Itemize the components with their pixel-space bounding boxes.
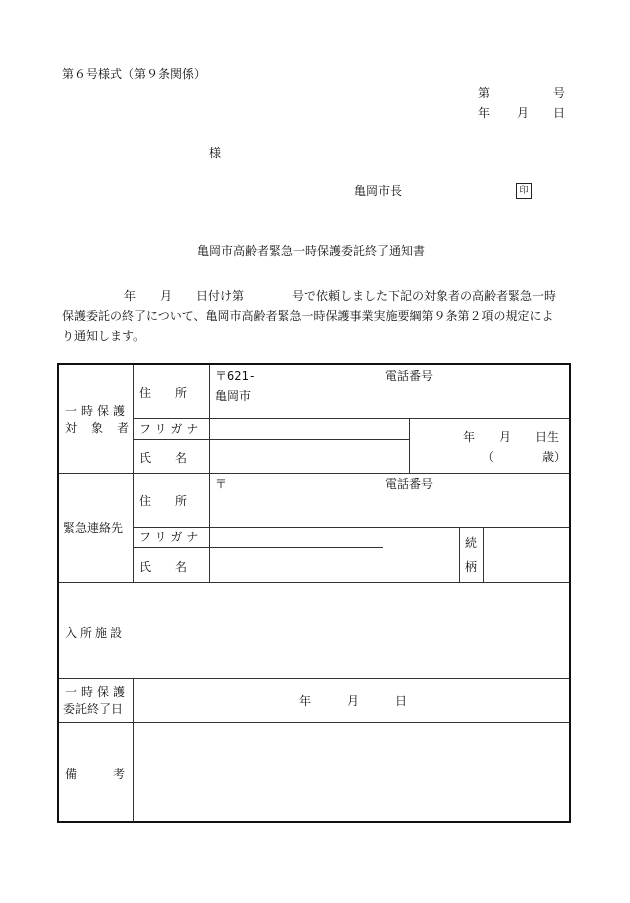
end-date-label-1: 一時保護 bbox=[65, 685, 130, 699]
target-city: 亀岡市 bbox=[215, 389, 252, 403]
target-postal: 〒621- bbox=[215, 369, 256, 383]
date-month: 月 bbox=[517, 106, 530, 120]
date-day: 日 bbox=[553, 106, 566, 120]
issuer-name: 亀岡市長 bbox=[354, 184, 403, 198]
relation-label-2: 柄 bbox=[465, 560, 478, 574]
target-phone-label: 電話番号 bbox=[385, 369, 434, 383]
doc-number-dai: 第 bbox=[478, 86, 491, 100]
target-name-label: 氏 名 bbox=[139, 451, 188, 465]
end-date-label-2: 委託終了日 bbox=[63, 702, 124, 716]
emergency-contact-label: 緊急連絡先 bbox=[63, 521, 124, 535]
body-line-2: 保護委託の終了について、亀岡市高齢者緊急一時保護事業実施要綱第９条第２項の規定によ bbox=[62, 309, 554, 323]
body-line-3: り通知します。 bbox=[62, 329, 146, 343]
notice-table bbox=[57, 363, 571, 823]
end-date-value: 年 月 日 bbox=[299, 694, 408, 708]
form-id: 第６号様式（第９条関係） bbox=[62, 67, 207, 81]
contact-postal: 〒 bbox=[215, 477, 228, 491]
date-year: 年 bbox=[478, 106, 491, 120]
contact-furigana-label: フリガナ bbox=[139, 530, 203, 544]
contact-address-label: 住 所 bbox=[139, 494, 188, 508]
document-title: 亀岡市高齢者緊急一時保護委託終了通知書 bbox=[197, 244, 426, 258]
facility-label: 入所施設 bbox=[65, 626, 126, 640]
target-address-label: 住 所 bbox=[139, 386, 188, 400]
contact-phone-label: 電話番号 bbox=[385, 477, 434, 491]
target-person-label-2: 対象者 bbox=[65, 421, 144, 435]
body-paragraph bbox=[62, 286, 574, 346]
relation-label-1: 続 bbox=[465, 536, 478, 550]
target-person-label-1: 一時保護 bbox=[65, 404, 130, 418]
target-birth-date: 年 月 日生 bbox=[463, 430, 560, 444]
remarks-label: 備 考 bbox=[65, 767, 126, 781]
seal-mark: 印 bbox=[516, 183, 532, 199]
target-furigana-label: フリガナ bbox=[139, 422, 203, 436]
doc-number-go: 号 bbox=[553, 86, 566, 100]
body-line-1: 年 月 日付け第 号で依頼しました下記の対象者の高齢者緊急一時 bbox=[124, 289, 557, 303]
contact-name-label: 氏 名 bbox=[139, 560, 188, 574]
addressee-suffix: 様 bbox=[209, 146, 222, 160]
target-age: （ 歳） bbox=[482, 450, 567, 464]
